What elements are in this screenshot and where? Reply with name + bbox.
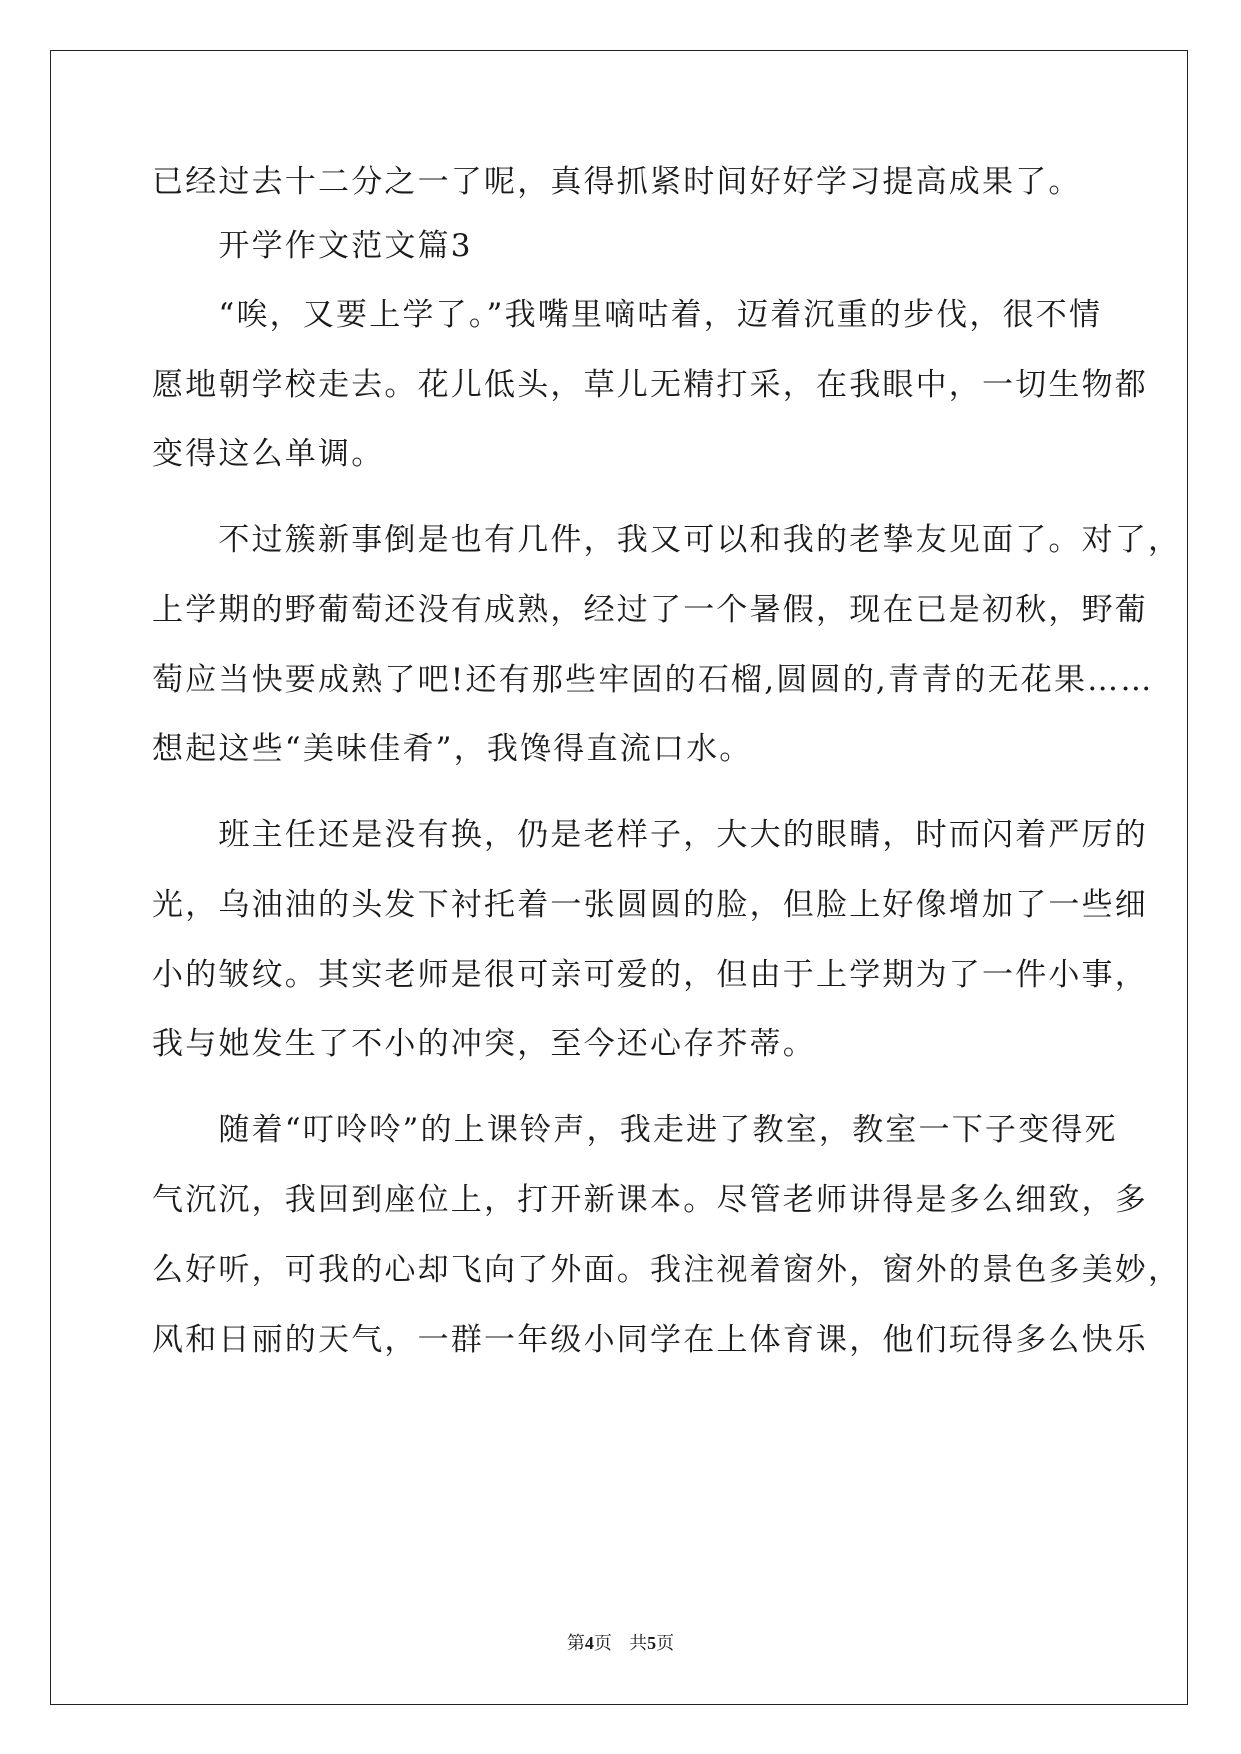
footer-prefix: 第 bbox=[566, 1633, 585, 1654]
text-line: 随着“叮呤呤”的上课铃声，我走进了教室，教室一下子变得死 bbox=[152, 1112, 1118, 1148]
text-line: 我与她发生了不小的冲突，至今还心存芥蒂。 bbox=[152, 1026, 816, 1062]
footer-total-suffix: 页 bbox=[656, 1633, 675, 1654]
text-line: “唉，又要上学了。”我嘴里嘀咕着，迈着沉重的步伐，很不情 bbox=[152, 297, 1103, 333]
text-line: 上学期的野葡萄还没有成熟，经过了一个暑假，现在已是初秋，野葡 bbox=[152, 592, 1148, 628]
section-heading: 开学作文范文篇3 bbox=[152, 228, 473, 264]
text-line: 萄应当快要成熟了吧!还有那些牢固的石榴,圆圆的,青青的无花果…… bbox=[152, 662, 1154, 698]
text-line: 班主任还是没有换，仍是老样子，大大的眼睛，时而闪着严厉的 bbox=[152, 817, 1148, 853]
text-line: 变得这么单调。 bbox=[152, 436, 385, 472]
text-line: 小的皱纹。其实老师是很可亲可爱的，但由于上学期为了一件小事， bbox=[152, 957, 1148, 993]
text-line: 光，乌油油的头发下衬托着一张圆圆的脸，但脸上好像增加了一些细 bbox=[152, 887, 1148, 923]
text-line: 么好听，可我的心却飞向了外面。我注视着窗外，窗外的景色多美妙， bbox=[152, 1252, 1182, 1288]
text-line: 想起这些“美味佳肴”，我馋得直流口水。 bbox=[152, 731, 753, 767]
footer-page-suffix: 页 bbox=[593, 1633, 612, 1654]
text-line: 愿地朝学校走去。花儿低头，草儿无精打采，在我眼中，一切生物都 bbox=[152, 367, 1148, 403]
total-pages: 5 bbox=[647, 1633, 657, 1653]
footer-total-prefix: 共 bbox=[629, 1633, 648, 1654]
page-footer bbox=[0, 1631, 1241, 1656]
text-line: 风和日丽的天气，一群一年级小同学在上体育课，他们玩得多么快乐 bbox=[152, 1322, 1148, 1358]
text-line: 不过簇新事倒是也有几件，我又可以和我的老挚友见面了。对了， bbox=[152, 522, 1182, 558]
text-line: 已经过去十二分之一了呢，真得抓紧时间好好学习提高成果了。 bbox=[152, 164, 1082, 200]
text-line: 气沉沉，我回到座位上，打开新课本。尽管老师讲得是多么细致，多 bbox=[152, 1182, 1148, 1218]
page-number: 4 bbox=[584, 1633, 594, 1653]
